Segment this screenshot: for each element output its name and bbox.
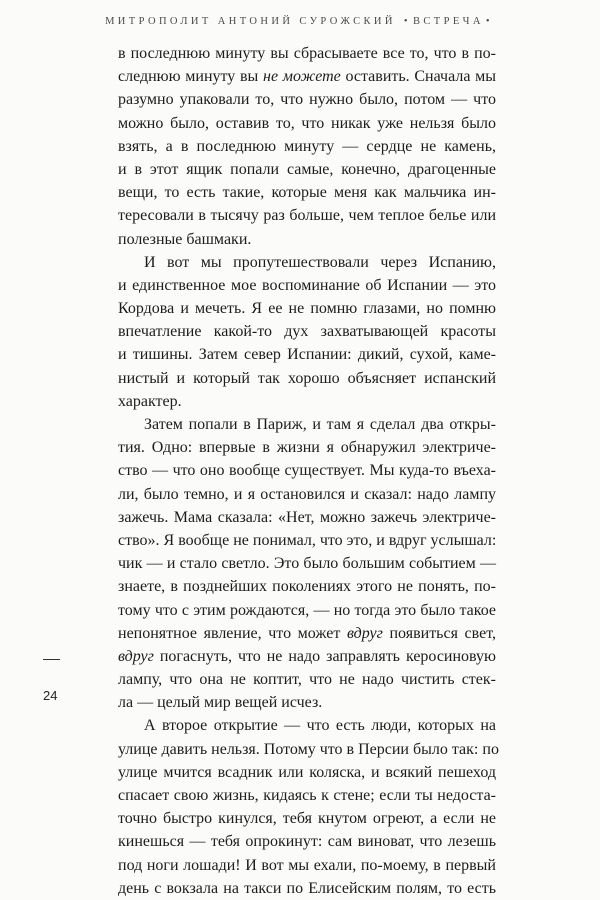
folio-rule xyxy=(43,659,60,660)
text-line: ство». Я вообще не понимал, что это, и вдруг услышал: xyxy=(118,531,497,549)
header-book-title: ВСТРЕЧА xyxy=(412,16,484,27)
header-trailing-mark: • xyxy=(485,16,493,27)
text-line: И вот мы пропутешествовали через Испанию, xyxy=(144,253,496,271)
text-line: впечатление какой-то дух захватывающей красоты xyxy=(118,323,496,341)
text-line: точно быстро кинулся, тебя кнутом огреют, а если не xyxy=(118,810,496,828)
text-line: можно было, оставив то, что никак уже нельзя было xyxy=(118,114,496,132)
body-text xyxy=(118,42,499,900)
text-run: следнюю минуту вы xyxy=(118,68,264,86)
text-line: вещи, то есть такие, которые меня как мальчика ин- xyxy=(118,184,496,202)
text-line: А второе открытие — что есть люди, которых на xyxy=(144,717,496,735)
text-line: характер. xyxy=(118,392,182,410)
text-line: Кордова и мечеть. Я ее не помню глазами, но помню xyxy=(118,300,496,318)
text-line: и в этот ящик попали самые, конечно, драгоценные xyxy=(118,160,496,178)
page-number: 24 xyxy=(43,688,58,703)
running-header xyxy=(0,16,600,27)
text-line xyxy=(118,622,496,645)
text-line: в последнюю минуту вы сбрасываете все то, что в по- xyxy=(118,45,496,62)
italic-run: вдруг xyxy=(118,647,154,665)
text-run: погаснуть, что не надо заправлять керосиновую xyxy=(153,647,496,665)
text-line: взять, а в последнюю минуту — сердце не камень, xyxy=(118,137,496,155)
text-line: улице мчится всадник или коляска, и всякий пешеход xyxy=(118,763,496,781)
text-line: Затем попали в Париж, и там я сделал два откры- xyxy=(144,416,496,433)
text-line: день с вокзала на такси по Елисейским полям, то есть xyxy=(118,879,496,897)
text-line: чик — и стало светло. Это было большим событием — xyxy=(118,555,496,573)
text-line: ли, было темно, и я остановился и сказал: надо лампу xyxy=(118,485,496,503)
text-line: под ноги лошади! И вот мы ехали, по-моему, в первый xyxy=(118,856,496,874)
text-line xyxy=(118,65,496,88)
text-line: знаете, в позднейших поколениях этого не понять, по- xyxy=(118,578,496,596)
text-line: зажечь. Мама сказала: «Нет, можно зажечь электриче- xyxy=(118,508,496,526)
text-line: и единственное мое воспоминание об Испании — это xyxy=(118,276,496,294)
italic-run: вдруг xyxy=(346,624,383,642)
text-line: разумно упаковали то, что нужно было, потом — что xyxy=(118,91,496,109)
text-line: ство — что оно вообще существует. Мы куда-то въеха- xyxy=(118,462,496,480)
text-line: нистый и который так хорошо объясняет испанский xyxy=(118,369,496,387)
text-line: кинешься — тебя опрокинут: сам виноват, что лезешь xyxy=(118,833,496,851)
text-line: лампу, что она не коптит, что не надо чистить стек- xyxy=(118,671,496,689)
text-run: оставить. Сначала мы xyxy=(340,68,497,86)
text-line: спасает свою жизнь, кидаясь к стене; если ты недоста- xyxy=(118,787,496,804)
text-line: тия. Одно: впервые в жизни я обнаружил электриче- xyxy=(118,439,496,457)
italic-run: не можете xyxy=(263,68,341,86)
text-run: появиться свет, xyxy=(382,624,497,642)
header-separator: • xyxy=(403,16,411,27)
text-line: и тишины. Затем север Испании: дикий, сухой, каме- xyxy=(118,346,496,364)
text-line: ла — целый мир вещей исчез. xyxy=(118,694,323,712)
text-line xyxy=(118,645,496,668)
text-line: полезные башмаки. xyxy=(118,230,252,248)
text-line: тересовали в тысячу раз больше, чем теплое белье или xyxy=(118,207,496,225)
header-author: МИТРОПОЛИТ АНТОНИЙ СУРОЖСКИЙ xyxy=(105,16,396,27)
text-line: улице давить нельзя. Потому что в Персии было так: по xyxy=(118,740,499,758)
text-run: непонятное явление, что может xyxy=(118,624,347,642)
text-line: тому что с этим рождаются, — но тогда это было такое xyxy=(118,601,496,619)
